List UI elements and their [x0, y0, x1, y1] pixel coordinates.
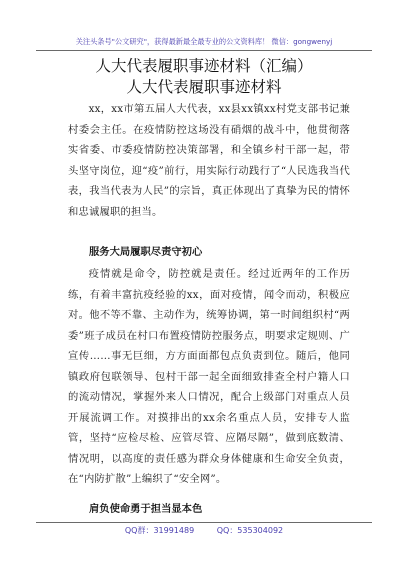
document-title: 人大代表履职事迹材料（汇编）	[95, 57, 313, 75]
footer-qq: QQ：535304092	[216, 526, 284, 535]
page-header-banner: 关注头条号"公文研究"，获得最新最全最专业的公文资料库！ 微信：gongwenyj	[36, 36, 372, 51]
page-footer	[36, 522, 372, 539]
footer-qq-group: QQ群：31991489	[124, 526, 195, 535]
section-1-paragraph: 疫情就是命令，防控就是责任。经过近两年的工作历练，有着丰富抗疫经验的xx，面对疫情，闻令而动，积极应对。他不等不靠、主动作为，统筹协调，第一时间组织村“两委”班子成员在村口布置疫情防控服务点，明要求定规则、广宣传……事无巨细，方方面面都包点负责到位。随后，他同镇政府包联领导、包村干部一起全面细致排查全村户籍人口的流动情况，掌握外来人口情况，配合上级部门对重点人员开展流调工作。对摸排出的xx余名重点人员，安排专人监管，坚持“应检尽检、应管尽管、应隔尽隔”，做到底数清、情况明，以高度的责任感为群众身体健康和生命安全负责，在“内防扩散”上编织了“安全网”。	[68, 268, 350, 485]
document-subtitle: 人大代表履职事迹材料	[126, 78, 282, 96]
section-heading-2: 肩负使命勇于担当显本色	[89, 503, 203, 515]
intro-paragraph: xx，xx市第五届人大代表，xx县xx镇xx村党支部书记兼村委会主任。在疫情防控这场没有硝烟的战斗中，他贯彻落实省委、市委疫情防控决策部署，和全镇乡村干部一起，带头坚守岗位，迎“疫”前行，用实际行动践行了“人民选我当代表，我当代表为人民”的宗旨，真正体现出了真挚为民的情怀和忠诚履职的担当。	[68, 103, 350, 218]
section-heading-1: 服务大局履职尽责守初心	[89, 246, 203, 258]
